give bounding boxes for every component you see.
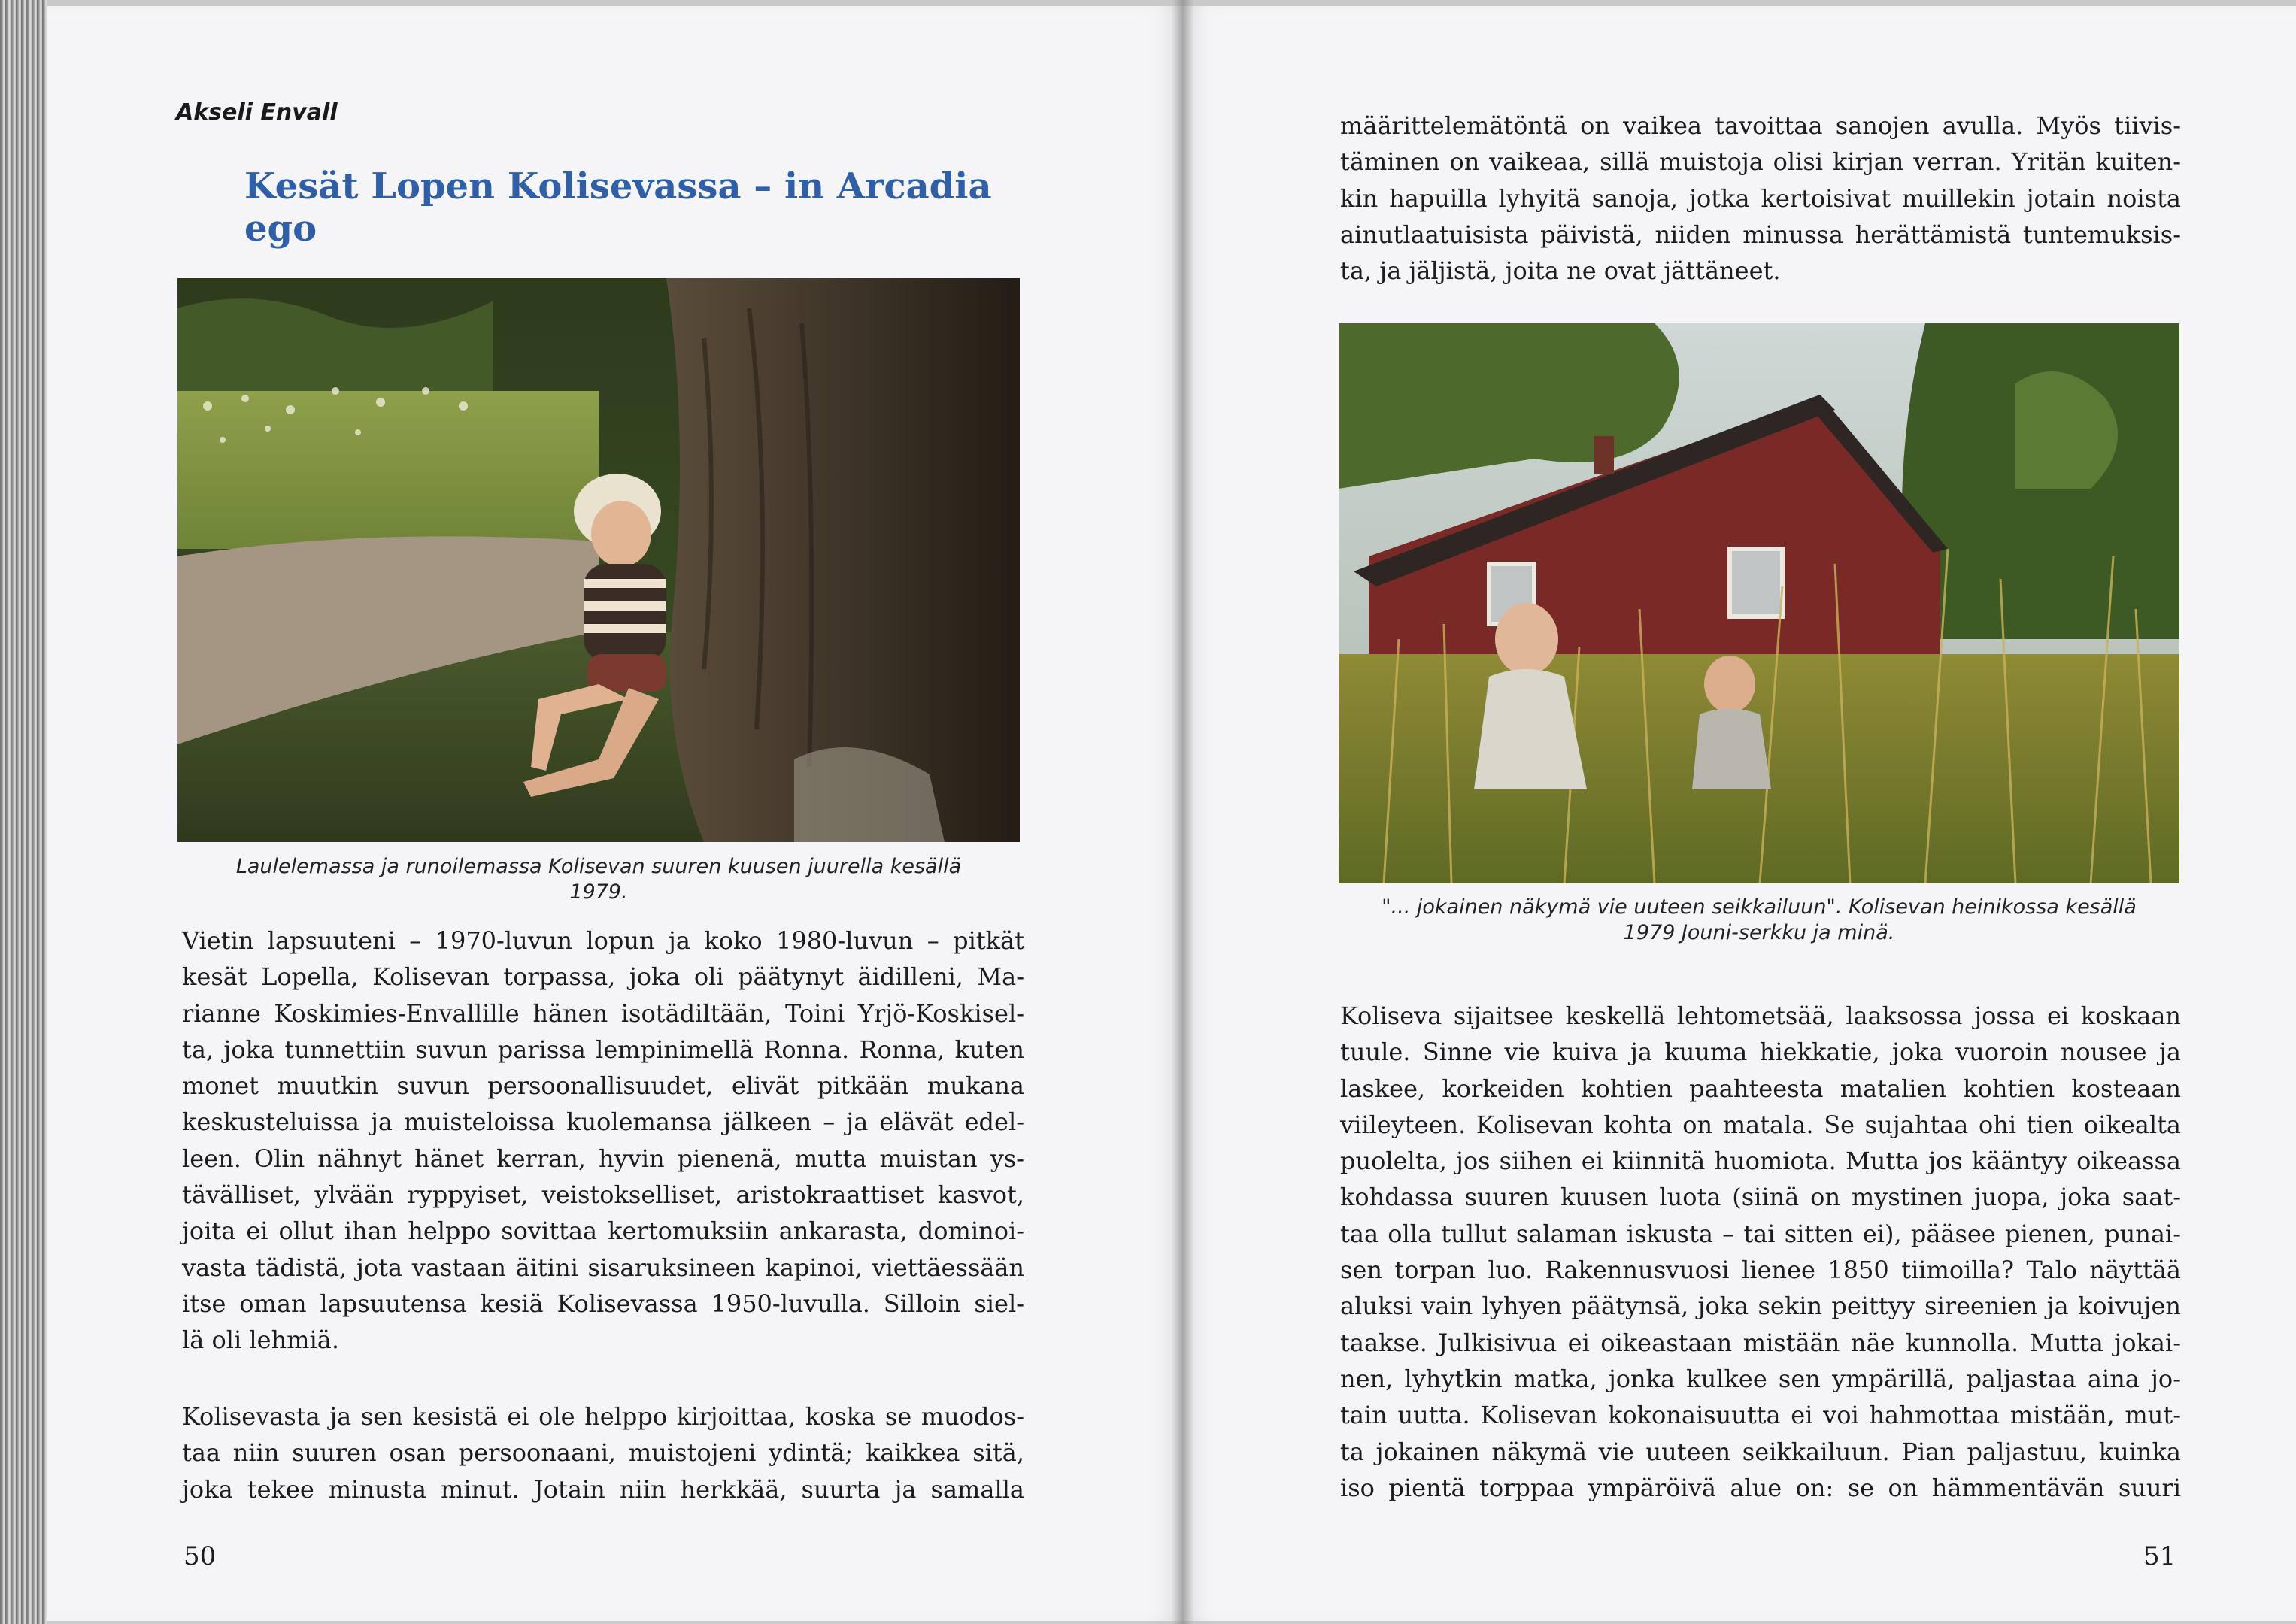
text-line: vasta tädistä, jota vastaan äitini sisaruksineen kapinoi, viettäessään bbox=[182, 1253, 1024, 1282]
text-line: aluksi vain lyhyen päätynsä, joka sekin peittyy sireenien ja koivujen bbox=[1340, 1292, 2181, 1321]
text-line: määrittelemätöntä on vaikea tavoittaa sanojen avulla. Myös tiivis- bbox=[1340, 111, 2181, 140]
page-edges bbox=[0, 0, 47, 1624]
text-line: ta, joka tunnettiin suvun parissa lempinimellä Ronna. Ronna, kuten bbox=[182, 1035, 1024, 1064]
caption-line: "... jokainen näkymä vie uuteen seikkailuun". Kolisevan heinikossa kesällä bbox=[1382, 895, 2137, 919]
text-line: taa niin suuren osan persoonaani, muistojeni ydintä; kaikkea sitä, bbox=[182, 1438, 1024, 1468]
text-line: monet muutkin suvun persoonallisuudet, elivät pitkään mukana bbox=[182, 1071, 1024, 1101]
caption-line: 1979. bbox=[569, 880, 628, 904]
book-gutter bbox=[1172, 0, 1194, 1624]
text-line: viileyteen. Kolisevan kohta on matala. Se sujahtaa ohi tien oikealta bbox=[1340, 1110, 2181, 1139]
children-in-meadow-photo bbox=[1339, 323, 2179, 883]
child-by-spruce-photo bbox=[177, 278, 1020, 842]
text-line: lä oli lehmiä. bbox=[182, 1326, 339, 1355]
text-line: laskee, korkeiden kohtien paahteesta matalien kohtien kosteaan bbox=[1340, 1074, 2181, 1103]
text-line: iso pientä torppaa ympäröivä alue on: se on hämmentävän suuri bbox=[1340, 1473, 2181, 1502]
text-line: ainutlaatuisista päivistä, niiden minussa herättämistä tuntemuksis- bbox=[1340, 220, 2181, 249]
right-intro-paragraph bbox=[1340, 108, 2181, 289]
left-paragraph-2 bbox=[182, 1398, 1024, 1507]
text-line: sen torpan luo. Rakennusvuosi lienee 1850 tiimoilla? Talo näyttää bbox=[1340, 1256, 2181, 1285]
text-line: itse oman lapsuutensa kesiä Kolisevassa 1950-luvulla. Silloin siel- bbox=[182, 1289, 1024, 1318]
text-line: Vietin lapsuuteni – 1970-luvun lopun ja koko 1980-luvun – pitkät bbox=[182, 926, 1024, 955]
text-line: tain uutta. Kolisevan kokonaisuutta ei voi hahmottaa mistään, mut- bbox=[1340, 1401, 2181, 1430]
text-line: joita ei ollut ihan helppo sovittaa kertomuksiin ankarasta, dominoi- bbox=[182, 1216, 1024, 1246]
text-line: Kolisevasta ja sen kesistä ei ole helppo kirjoittaa, koska se muodos- bbox=[182, 1402, 1024, 1431]
text-line: keskusteluissa ja muisteloissa kuolemansa jälkeen – ja elävät edel- bbox=[182, 1107, 1024, 1137]
text-line: kesät Lopella, Kolisevan torpassa, joka oli päätynyt äidilleni, Ma- bbox=[182, 962, 1024, 992]
article-title: Kesät Lopen Kolisevassa – in Arcadia ego bbox=[244, 165, 992, 250]
text-line: puolelta, jos siihen ei kiinnitä huomiota. Mutta jos kääntyy oikeassa bbox=[1340, 1147, 2181, 1176]
text-line: kohdassa suuren kuusen luota (siinä on mystinen juopa, joka saat- bbox=[1340, 1183, 2181, 1212]
left-paragraph-1 bbox=[182, 923, 1024, 1359]
text-line: rianne Koskimies-Envallille hänen isotädiltään, Toini Yrjö-Koskisel- bbox=[182, 998, 1024, 1028]
text-line: nen, lyhytkin matka, jonka kulkee sen ympärillä, paljastaa aina jo- bbox=[1340, 1364, 2181, 1393]
author-name: Akseli Envall bbox=[176, 99, 338, 126]
text-line: leen. Olin nähnyt hänet kerran, hyvin pienenä, mutta muistan ys- bbox=[182, 1144, 1024, 1173]
text-line: ta jokainen näkymä vie uuteen seikkailuun. Pian paljastuu, kuinka bbox=[1340, 1437, 2181, 1466]
text-line: joka tekee minusta minut. Jotain niin herkkää, suurta ja samalla bbox=[182, 1474, 1024, 1504]
text-line: tuule. Sinne vie kuiva ja kuuma hiekkatie, joka vuoroin nousee ja bbox=[1340, 1038, 2181, 1067]
right-photo-caption bbox=[1339, 895, 2179, 946]
right-paragraph bbox=[1340, 998, 2181, 1506]
text-line: ta, ja jäljistä, joita ne ovat jättäneet. bbox=[1340, 256, 1781, 286]
right-page-number: 51 bbox=[2143, 1541, 2176, 1571]
text-line: taakse. Julkisivua ei oikeastaan mistään näe kunnolla. Mutta jokai- bbox=[1340, 1328, 2181, 1357]
left-page-number: 50 bbox=[183, 1541, 217, 1571]
left-photo-caption bbox=[177, 854, 1020, 905]
text-line: Koliseva sijaitsee keskellä lehtometsää, laaksossa jossa ei koskaan bbox=[1340, 1001, 2181, 1030]
text-line: täminen on vaikeaa, sillä muistoja olisi kirjan verran. Yritän kuiten- bbox=[1340, 147, 2181, 177]
text-line: kin hapuilla lyhyitä sanoja, jotka kertoisivat muillekin jotain noista bbox=[1340, 183, 2181, 213]
text-line: taa olla tullut salaman iskusta – tai sitten ei), pääsee pienen, punai- bbox=[1340, 1219, 2181, 1248]
text-line: tävälliset, ylvään ryppyiset, veistokselliset, aristokraattiset kasvot, bbox=[182, 1180, 1024, 1210]
caption-line: Laulelemassa ja runoilemassa Kolisevan suuren kuusen juurella kesällä bbox=[235, 855, 962, 878]
caption-line: 1979 Jouni-serkku ja minä. bbox=[1623, 921, 1895, 944]
